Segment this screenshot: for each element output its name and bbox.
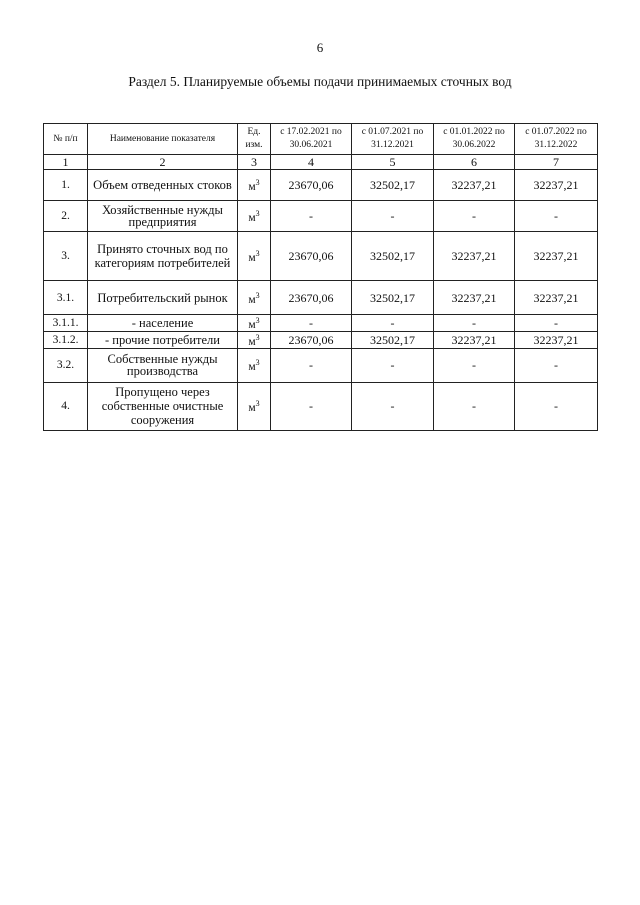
unit-base: м (248, 211, 256, 224)
header-cell: с 01.07.2021 по 31.12.2021 (352, 124, 434, 155)
row-name: Потребительский рынок (88, 281, 238, 315)
unit-base: м (248, 251, 256, 264)
column-number: 4 (271, 155, 352, 170)
row-value: - (271, 315, 352, 332)
unit-exponent: 3 (255, 316, 260, 325)
row-value: 32237,21 (434, 170, 515, 201)
row-value: - (352, 348, 434, 382)
column-number-row (44, 155, 598, 170)
row-number: 4. (44, 382, 88, 430)
row-value: 32237,21 (515, 281, 598, 315)
header-cell: с 01.01.2022 по 30.06.2022 (434, 124, 515, 155)
row-value: - (352, 315, 434, 332)
row-name: - прочие потребители (88, 331, 238, 348)
table-row (44, 281, 598, 315)
row-value: 32502,17 (352, 232, 434, 281)
row-value: 32237,21 (515, 170, 598, 201)
row-value: - (434, 315, 515, 332)
header-cell: Наименование показателя (88, 124, 238, 155)
row-name: - население (88, 315, 238, 332)
row-value: 32237,21 (434, 331, 515, 348)
row-number: 2. (44, 201, 88, 232)
row-name: Принято сточных вод по категориям потребителей (88, 232, 238, 281)
row-value: - (515, 315, 598, 332)
table-row (44, 232, 598, 281)
header-cell: № п/п (44, 124, 88, 155)
row-value: 32237,21 (434, 281, 515, 315)
row-unit (238, 348, 271, 382)
row-value: - (352, 201, 434, 232)
row-value: 32502,17 (352, 281, 434, 315)
row-value: - (515, 348, 598, 382)
row-value: - (434, 201, 515, 232)
table-row (44, 382, 598, 430)
unit-exponent: 3 (255, 249, 260, 259)
unit-exponent: 3 (255, 290, 260, 300)
unit-base: м (248, 402, 256, 415)
column-number: 1 (44, 155, 88, 170)
row-value: - (434, 348, 515, 382)
row-value: - (515, 382, 598, 430)
column-number: 3 (238, 155, 271, 170)
row-value: - (271, 348, 352, 382)
table-row (44, 315, 598, 332)
section-title: Раздел 5. Планируемые объемы подачи принимаемых сточных вод (128, 74, 512, 89)
row-number: 3.1.2. (44, 331, 88, 348)
table-row (44, 170, 598, 201)
unit-exponent: 3 (255, 178, 260, 188)
column-number: 6 (434, 155, 515, 170)
header-cell: Ед. изм. (238, 124, 271, 155)
row-unit (238, 232, 271, 281)
column-number: 5 (352, 155, 434, 170)
row-number: 3.2. (44, 348, 88, 382)
unit-base: м (248, 361, 256, 374)
column-number: 2 (88, 155, 238, 170)
unit-exponent: 3 (255, 399, 260, 409)
row-number: 1. (44, 170, 88, 201)
unit-base: м (248, 293, 256, 306)
unit-base: м (248, 180, 256, 193)
unit-exponent: 3 (255, 332, 260, 342)
row-number: 3.1.1. (44, 315, 88, 332)
table-row (44, 201, 598, 232)
header-cell: с 01.07.2022 по 31.12.2022 (515, 124, 598, 155)
row-unit (238, 331, 271, 348)
row-value: - (515, 201, 598, 232)
unit-base: м (248, 318, 256, 331)
row-unit (238, 201, 271, 232)
row-number: 3.1. (44, 281, 88, 315)
row-value: 23670,06 (271, 170, 352, 201)
water-volume-table (43, 123, 598, 431)
row-value: 32237,21 (515, 232, 598, 281)
row-value: 23670,06 (271, 331, 352, 348)
header-cell: с 17.02.2021 по 30.06.2021 (271, 124, 352, 155)
table-row (44, 331, 598, 348)
row-value: - (434, 382, 515, 430)
unit-exponent: 3 (255, 209, 260, 219)
unit-exponent: 3 (255, 358, 260, 368)
row-value: 32237,21 (434, 232, 515, 281)
row-value: 32237,21 (515, 331, 598, 348)
row-unit (238, 382, 271, 430)
row-value: 23670,06 (271, 232, 352, 281)
row-name: Собственные нужды производства (88, 348, 238, 382)
table-header-row (44, 124, 598, 155)
column-number: 7 (515, 155, 598, 170)
row-unit (238, 315, 271, 332)
row-name: Хозяйственные нужды предприятия (88, 201, 238, 232)
row-value: - (271, 201, 352, 232)
row-value: - (271, 382, 352, 430)
unit-base: м (248, 335, 256, 348)
row-number: 3. (44, 232, 88, 281)
row-value: 23670,06 (271, 281, 352, 315)
row-value: - (352, 382, 434, 430)
page-number: 6 (316, 40, 324, 55)
row-value: 32502,17 (352, 170, 434, 201)
table-row (44, 348, 598, 382)
row-unit (238, 170, 271, 201)
row-name: Объем отведенных стоков (88, 170, 238, 201)
row-name: Пропущено через собственные очистные сооружения (88, 382, 238, 430)
row-value: 32502,17 (352, 331, 434, 348)
row-unit (238, 281, 271, 315)
